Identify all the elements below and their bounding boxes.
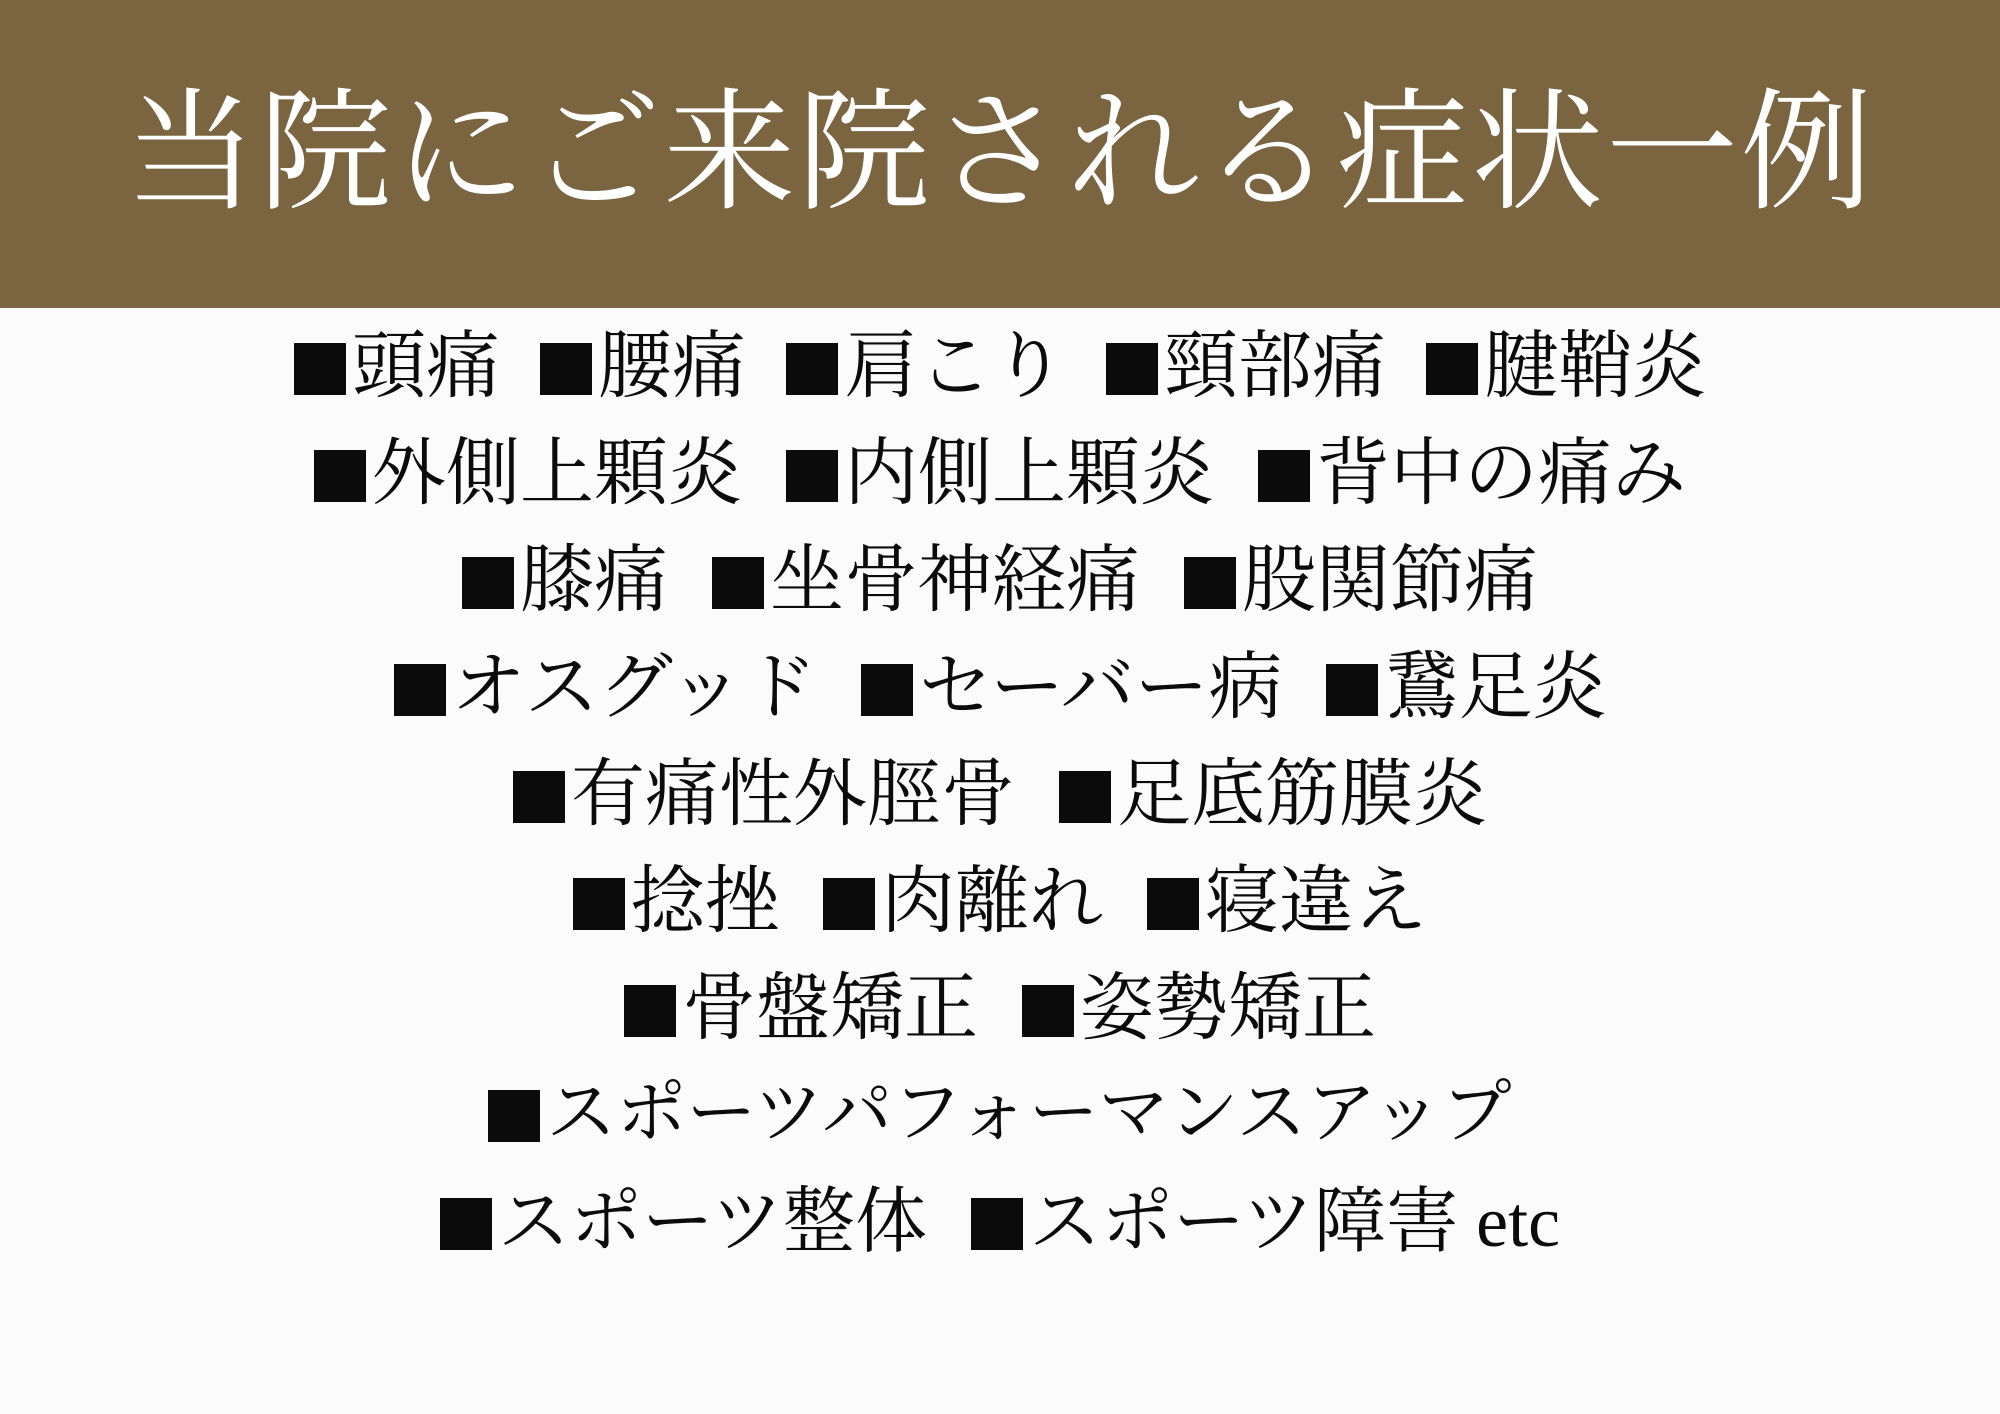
list-item — [462, 540, 668, 622]
symptom-row — [0, 1075, 2000, 1186]
list-item — [1059, 754, 1487, 836]
list-item — [488, 1075, 1512, 1152]
list-item — [573, 861, 779, 943]
symptom-label: 頭痛 — [352, 326, 500, 408]
list-item — [1326, 647, 1607, 729]
symptom-row — [0, 754, 2000, 865]
symptom-label: スポーツ障害 etc — [1029, 1182, 1561, 1262]
symptom-row — [0, 647, 2000, 758]
square-bullet-icon — [394, 664, 446, 716]
square-bullet-icon — [314, 450, 366, 502]
square-bullet-icon — [540, 343, 592, 395]
symptom-row — [0, 1182, 2000, 1293]
symptom-label: 坐骨神経痛 — [770, 540, 1140, 622]
symptom-label: 足底筋膜炎 — [1117, 754, 1487, 836]
square-bullet-icon — [440, 1198, 492, 1250]
list-item — [786, 326, 1066, 408]
list-item — [786, 433, 1214, 515]
symptom-label: 骨盤矯正 — [682, 968, 978, 1050]
symptom-label: 鵞足炎 — [1384, 647, 1607, 729]
list-item — [861, 647, 1283, 729]
list-item — [712, 540, 1140, 622]
symptom-label: 捻挫 — [631, 861, 779, 943]
symptom-label: 腰痛 — [598, 326, 746, 408]
symptom-label: セーバー病 — [919, 647, 1283, 729]
square-bullet-icon — [786, 343, 838, 395]
symptom-row — [0, 540, 2000, 651]
list-item — [624, 968, 978, 1050]
symptom-label: スポーツパフォーマンスアップ — [546, 1075, 1512, 1152]
symptom-label: 外側上顆炎 — [372, 433, 742, 515]
list-item — [294, 326, 500, 408]
list-item — [540, 326, 746, 408]
square-bullet-icon — [488, 1090, 540, 1142]
square-bullet-icon — [971, 1198, 1023, 1250]
symptom-label: 膝痛 — [520, 540, 668, 622]
symptom-label: 頸部痛 — [1164, 326, 1386, 408]
square-bullet-icon — [1059, 771, 1111, 823]
symptom-label: 姿勢矯正 — [1080, 968, 1376, 1050]
square-bullet-icon — [1258, 450, 1310, 502]
symptom-label: 背中の痛み — [1316, 433, 1686, 515]
list-item — [1106, 326, 1386, 408]
symptom-row — [0, 433, 2000, 544]
symptom-row — [0, 326, 2000, 437]
symptom-label: 腱鞘炎 — [1484, 326, 1706, 408]
square-bullet-icon — [823, 878, 875, 930]
symptom-list — [0, 308, 2000, 1414]
symptom-label: 寝違え — [1205, 861, 1427, 943]
square-bullet-icon — [462, 557, 514, 609]
square-bullet-icon — [1106, 343, 1158, 395]
square-bullet-icon — [573, 878, 625, 930]
square-bullet-icon — [1426, 343, 1478, 395]
poster-header — [0, 0, 2000, 308]
square-bullet-icon — [786, 450, 838, 502]
list-item — [440, 1182, 928, 1262]
list-item — [971, 1182, 1561, 1262]
square-bullet-icon — [712, 557, 764, 609]
symptom-label: オスグッド — [451, 647, 818, 729]
square-bullet-icon — [624, 985, 676, 1037]
list-item — [1258, 433, 1686, 515]
symptom-label: 股関節痛 — [1242, 540, 1538, 622]
symptom-row — [0, 861, 2000, 972]
square-bullet-icon — [1184, 557, 1236, 609]
list-item — [314, 433, 742, 515]
square-bullet-icon — [294, 343, 346, 395]
square-bullet-icon — [1147, 878, 1199, 930]
list-item — [1426, 326, 1706, 408]
symptom-label: 内側上顆炎 — [844, 433, 1214, 515]
symptom-label: 肩こり — [844, 326, 1066, 408]
list-item — [823, 861, 1103, 943]
symptom-label: 有痛性外脛骨 — [571, 754, 1015, 836]
square-bullet-icon — [513, 771, 565, 823]
square-bullet-icon — [1326, 664, 1378, 716]
list-item — [1147, 861, 1427, 943]
list-item — [394, 647, 818, 729]
symptom-label: スポーツ整体 — [497, 1182, 928, 1262]
list-item — [1022, 968, 1376, 1050]
list-item — [1184, 540, 1538, 622]
symptom-label: 肉離れ — [881, 861, 1103, 943]
list-item — [513, 754, 1015, 836]
square-bullet-icon — [1022, 985, 1074, 1037]
square-bullet-icon — [861, 664, 913, 716]
page-title: 当院にご来院される症状一例 — [124, 80, 1876, 227]
symptom-row — [0, 968, 2000, 1079]
